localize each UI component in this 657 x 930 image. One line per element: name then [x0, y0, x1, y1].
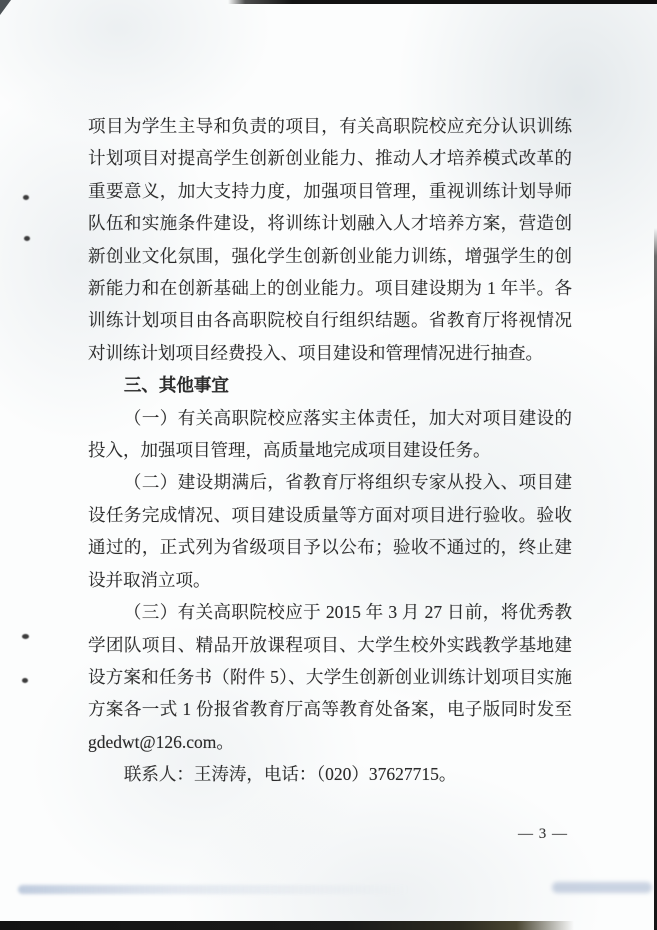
scan-artifact-binding-dot: [24, 236, 30, 241]
scan-artifact-top-edge: [228, 0, 657, 4]
paragraph-item-1: （一）有关高职院校应落实主体责任，加大对项目建设的投入，加强项目管理，高质量地完成项目建设任务。: [88, 407, 572, 461]
scan-artifact-smudge-right: [552, 882, 652, 893]
scan-artifact-binding-dot: [22, 678, 28, 683]
document-body-text: [88, 110, 572, 791]
section-heading: 三、其他事宜: [123, 375, 229, 396]
scan-artifact-top-left-corner: [0, 0, 11, 15]
paragraph-body-continuation: 项目为学生主导和负责的项目，有关高职院校应充分认识训练计划项目对提高学生创新创业能力、推动人才培养模式改革的重要意义，加大支持力度，加强项目管理，重视训练计划导师队伍和实施条件建设，将训练计划融入人才培养方案，营造创新创业文化氛围，强化学生创新创业能力训练，增强学生的创新能力和在创新基础上的创业能力。项目建设期为 1 年半。各训练计划项目由各高职院校自行组织结题。省教育厅将视情况对训练计划项目经费投入、项目建设和管理情况进行抽查。: [88, 116, 572, 363]
paragraph-contact: 联系人：王涛涛，电话：（020）37627715。: [123, 764, 457, 785]
scan-artifact-bottom-edge: [0, 921, 574, 930]
page-number: — 3 —: [518, 826, 568, 842]
paragraph-item-2: （二）建设期满后，省教育厅将组织专家从投入、项目建设任务完成情况、项目建设质量等方面对项目进行验收。验收通过的，正式列为省级项目予以公布；验收不通过的，终止建设并取消立项。: [88, 472, 572, 590]
scan-artifact-smudge-left: [18, 885, 410, 894]
scan-artifact-binding-dot: [23, 195, 29, 200]
scan-artifact-binding-dot: [22, 634, 29, 639]
paragraph-item-3: （三）有关高职院校应于 2015 年 3 月 27 日前，将优秀教学团队项目、精品开放课程项目、大学生校外实践教学基地建设方案和任务书（附件 5）、大学生创新创业训练计划项目实施方案各一式 1 份报省教育厅高等教育处备案，电子版同时发至 gdedwt@126.com。: [88, 602, 572, 752]
